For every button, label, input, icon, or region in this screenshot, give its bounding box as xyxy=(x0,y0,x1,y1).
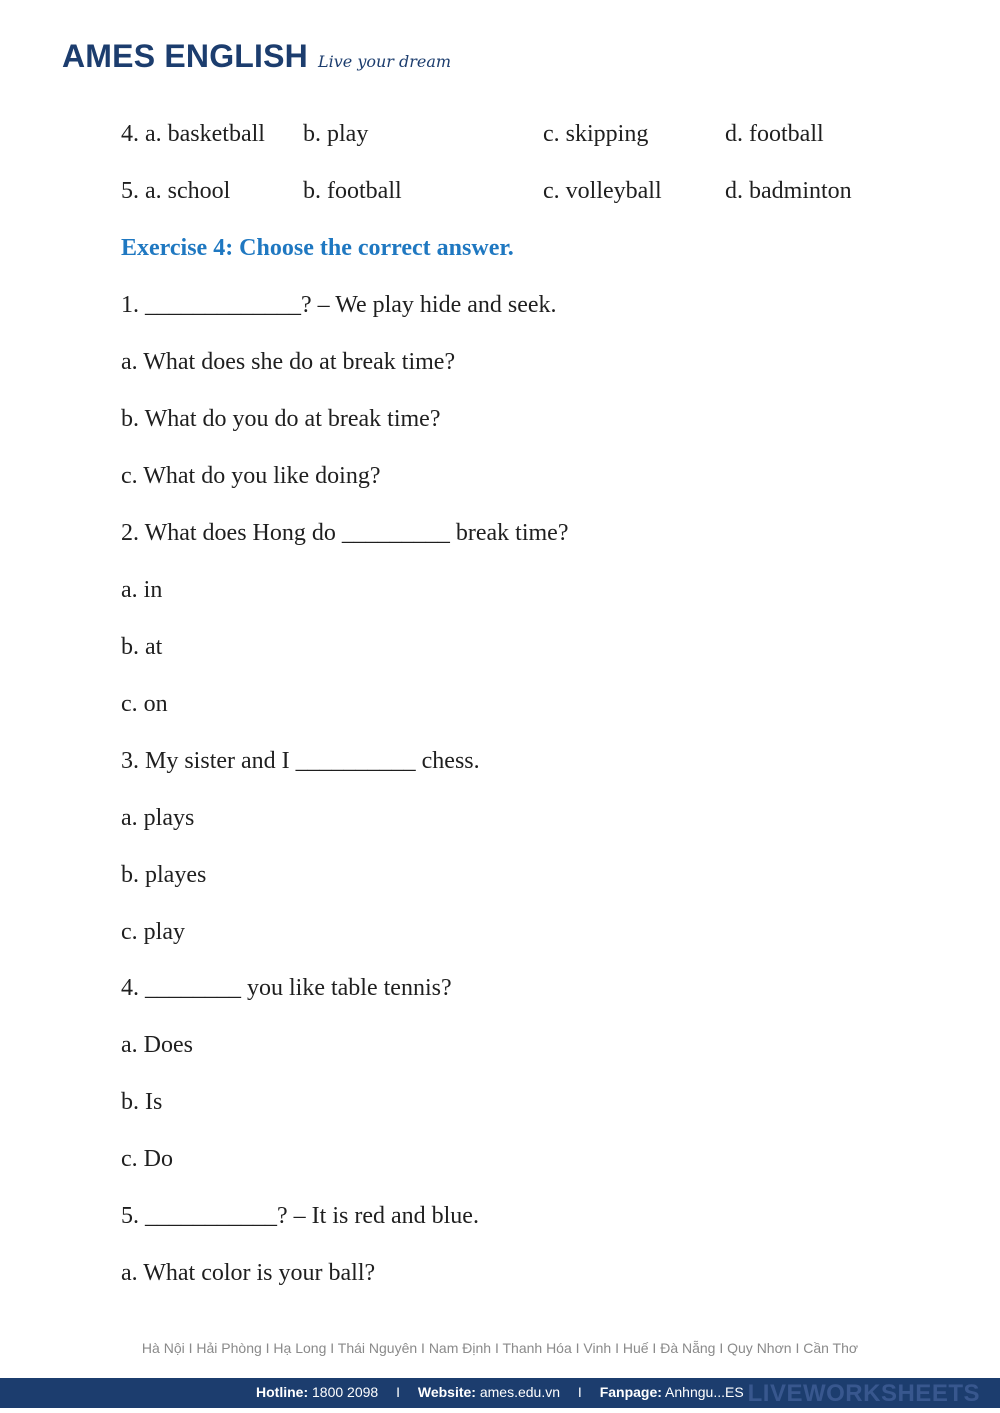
question-4-option-b[interactable]: b. Is xyxy=(121,1089,163,1115)
question-5: 5. ___________? – It is red and blue. xyxy=(121,1203,479,1229)
question-1-option-b[interactable]: b. What do you do at break time? xyxy=(121,406,441,432)
question-1-option-c[interactable]: c. What do you like doing? xyxy=(121,463,381,489)
liveworksheets-watermark: LIVEWORKSHEETS xyxy=(747,1380,980,1407)
question-2: 2. What does Hong do _________ break time? xyxy=(121,520,569,546)
website-value[interactable]: ames.edu.vn xyxy=(479,1384,561,1400)
question-3-option-c[interactable]: c. play xyxy=(121,919,185,945)
question-1-option-a[interactable]: a. What does she do at break time? xyxy=(121,349,456,375)
question-3-option-a[interactable]: a. plays xyxy=(121,805,195,831)
footer-bar xyxy=(0,1378,1000,1408)
footer-separator: I xyxy=(577,1384,582,1400)
ex3-row-4-option-c: c. skipping xyxy=(543,121,649,147)
ex3-row-4-option-a: 4. a. basketball xyxy=(121,121,265,147)
question-2-option-c[interactable]: c. on xyxy=(121,691,168,717)
question-1: 1. _____________? – We play hide and seek. xyxy=(121,292,557,318)
footer-contacts xyxy=(256,1384,744,1400)
question-3-option-b[interactable]: b. playes xyxy=(121,862,207,888)
hotline-label: Hotline: xyxy=(256,1384,309,1400)
question-5-option-a[interactable]: a. What color is your ball? xyxy=(121,1260,376,1286)
ex3-row-4-option-b: b. play xyxy=(303,121,369,147)
question-4-option-a[interactable]: a. Does xyxy=(121,1032,193,1058)
brand-logo: AMES ENGLISH xyxy=(62,38,308,74)
page-header xyxy=(62,38,451,88)
question-4-option-c[interactable]: c. Do xyxy=(121,1146,173,1172)
ex3-row-5-option-a: 5. a. school xyxy=(121,178,231,204)
question-2-option-a[interactable]: a. in xyxy=(121,577,163,603)
ex3-row-5-option-b: b. football xyxy=(303,178,402,204)
brand-tagline: Live your dream xyxy=(317,52,452,71)
ex3-row-5-option-d: d. badminton xyxy=(725,178,852,204)
ex3-row-4-option-d: d. football xyxy=(725,121,824,147)
exercise-4-title: Exercise 4: Choose the correct answer. xyxy=(121,235,514,261)
question-2-option-b[interactable]: b. at xyxy=(121,634,163,660)
website-label: Website: xyxy=(417,1384,476,1400)
footer-separator: I xyxy=(396,1384,400,1400)
branch-cities: Hà Nội I Hải Phòng I Hạ Long I Thái Nguyên I Nam Định I Thanh Hóa I Vinh I Huế I Đà Nẵng I Quy Nhơn I Cần Thơ xyxy=(141,1340,859,1356)
fanpage-label: Fanpage: xyxy=(599,1384,662,1400)
hotline-value: 1800 2098 xyxy=(312,1384,379,1400)
question-4: 4. ________ you like table tennis? xyxy=(121,975,452,1001)
ex3-row-5-option-c: c. volleyball xyxy=(543,178,662,204)
question-3: 3. My sister and I __________ chess. xyxy=(121,748,480,774)
fanpage-value[interactable]: Anhngu...ES xyxy=(665,1384,744,1400)
